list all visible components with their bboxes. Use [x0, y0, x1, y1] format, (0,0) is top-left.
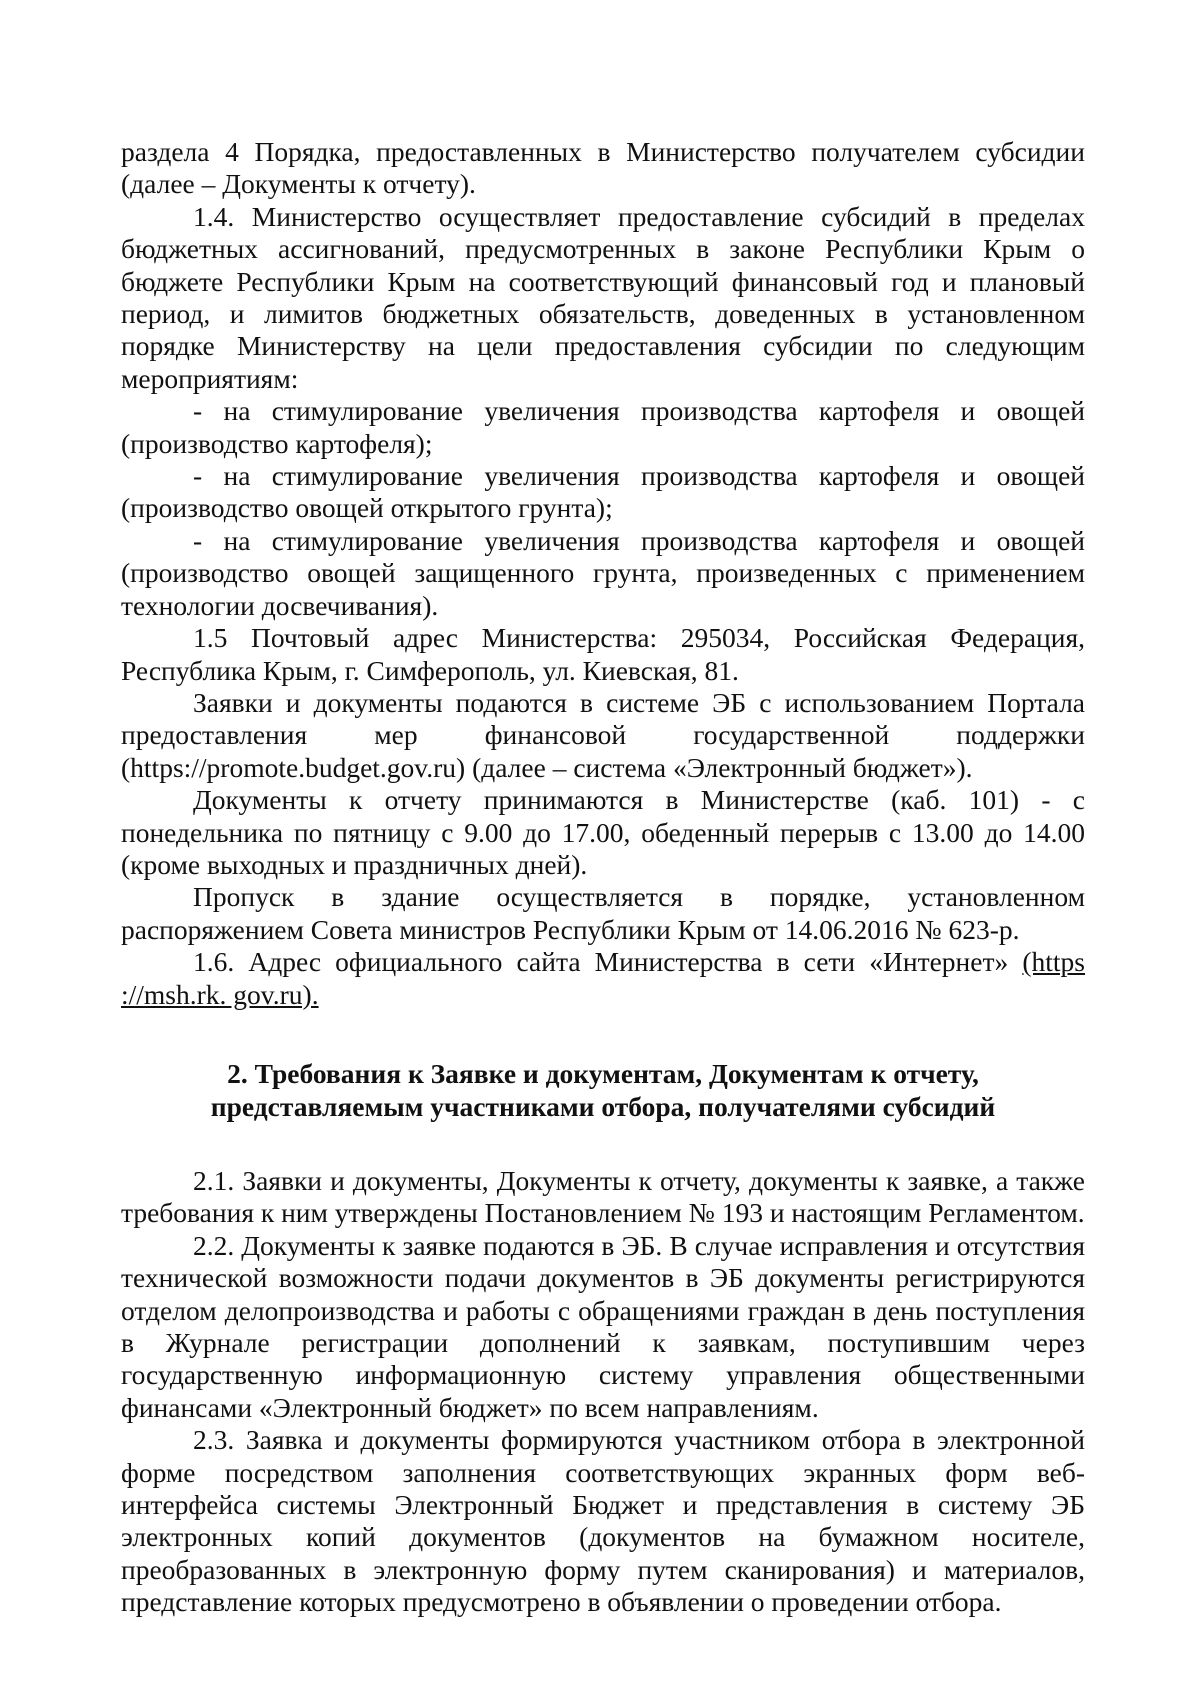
list-item-open-ground: - на стимулирование увеличения производства картофеля и овощей (производство овощей открытого грунта); [121, 460, 1085, 524]
paragraph-1-6 [121, 946, 1085, 1011]
list-item-protected-ground: - на стимулирование увеличения производства картофеля и овощей (производство овощей защищенного грунта, произведенных с применением технологии досвечивания). [121, 524, 1085, 621]
paragraph-2-3: 2.3. Заявка и документы формируются участником отбора в электронной форме посредством заполнения соответствующих экранных форм веб-интерфейса системы Электронный Бюджет и представления в систему ЭБ электронных копий документов (документов на бумажном носителе, преобразованных в электронную форму путем сканирования) и материалов, представление которых предусмотрено в объявлении о проведении отбора. [121, 1424, 1085, 1618]
paragraph-report-documents: Документы к отчету принимаются в Министерстве (каб. 101) - с понедельника по пятницу с 9.00 до 17.00, обеденный перерыв с 13.00 до 14.00 (кроме выходных и праздничных дней). [121, 784, 1085, 880]
paragraph-applications: Заявки и документы подаются в системе ЭБ с использованием Портала предоставления мер финансовой государственной поддержки (https://promote.budget.gov.ru) (далее – система «Электронный бюджет»). [121, 686, 1085, 783]
paragraph-building-pass: Пропуск в здание осуществляется в порядке, установленном распоряжением Совета министров Республики Крым от 14.06.2016 № 623-р. [121, 881, 1085, 945]
paragraph-1-4: 1.4. Министерство осуществляет предоставление субсидий в пределах бюджетных ассигнований, предусмотренных в законе Республики Крым о бюджете Республики Крым на соответствующий финансовый год и плановый период, и лимитов бюджетных обязательств, доведенных в установленном порядке Министерству на цели предоставления субсидии по следующим мероприятиям: [121, 200, 1085, 394]
list-item-potato: - на стимулирование увеличения производства картофеля и овощей (производство картофеля); [121, 395, 1085, 459]
website-link: (https ://msh.rk. gov.ru). [121, 946, 1085, 1010]
paragraph-2-1: 2.1. Заявки и документы, Документы к отчету, документы к заявке, а также требования к ним утверждены Постановлением № 193 и настоящим Регламентом. [121, 1164, 1085, 1229]
document-page [121, 136, 1085, 1619]
paragraph-continuation: раздела 4 Порядка, предоставленных в Министерство получателем субсидии (далее – Документы к отчету). [121, 136, 1085, 200]
paragraph-2-2: 2.2. Документы к заявке подаются в ЭБ. В случае исправления и отсутствия технической возможности подачи документов в ЭБ документы регистрируются отделом делопроизводства и работы с обращениями граждан в день поступления в Журнале регистрации дополнений к заявкам, поступившим через государственную информационную систему управления общественными финансами «Электронный бюджет» по всем направлениям. [121, 1229, 1085, 1423]
paragraph-1-6-text: 1.6. Адрес официального сайта Министерства в сети «Интернет» [193, 946, 1009, 978]
section-2-heading: 2. Требования к Заявке и документам, Документам к отчету, представляемым участниками отбора, получателями субсидий [210, 1057, 996, 1122]
paragraph-1-5: 1.5 Почтовый адрес Министерства: 295034, Российская Федерация, Республика Крым, г. Симферополь, ул. Киевская, 81. [121, 622, 1085, 686]
